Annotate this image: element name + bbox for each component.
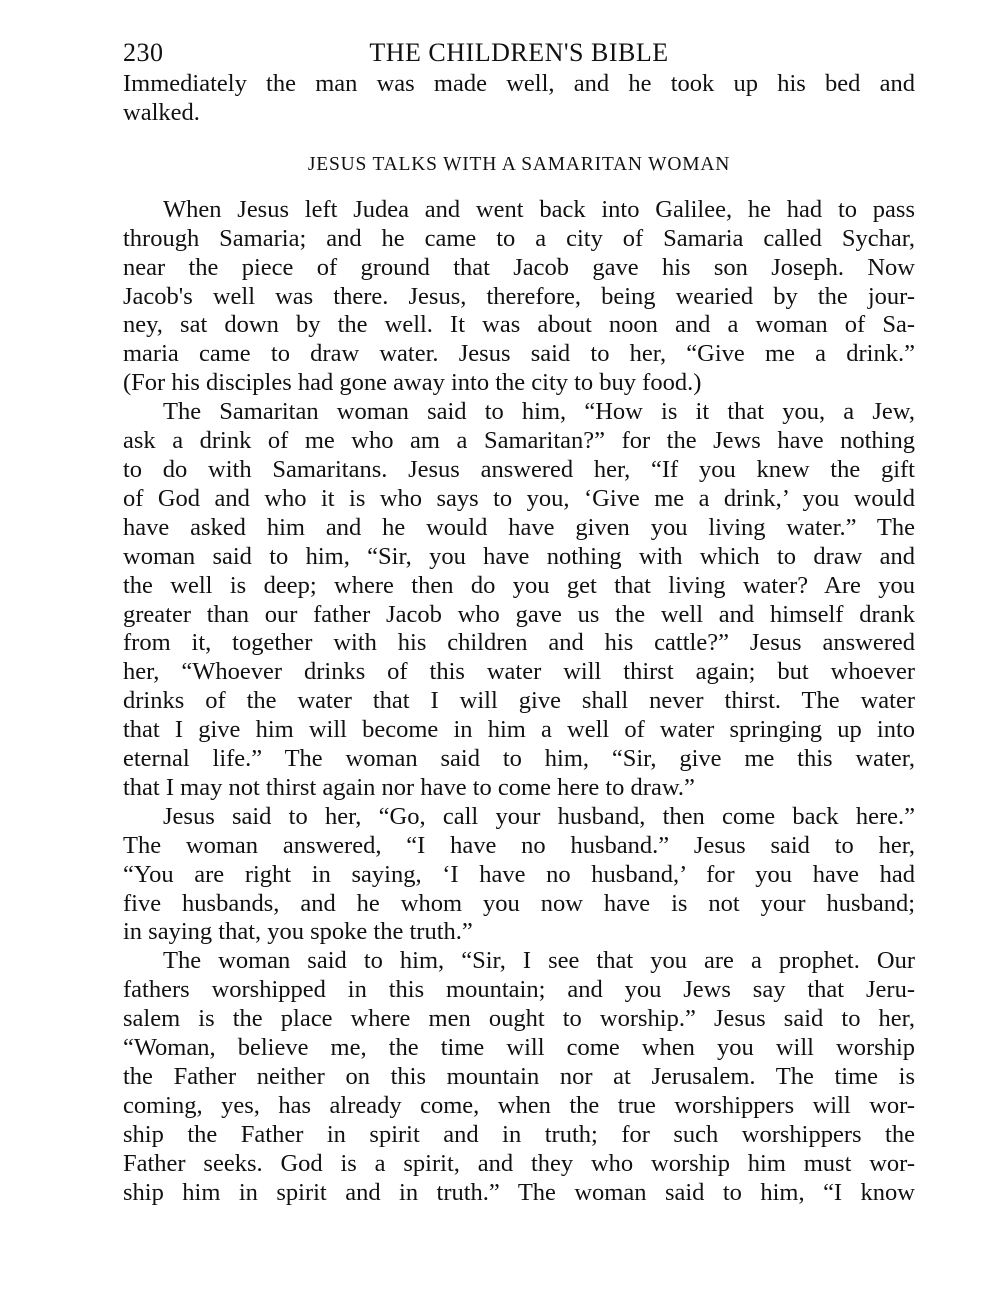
text-line: The Samaritan woman said to him, “How is it that you, a Jew, xyxy=(163,398,915,426)
text-line: that I may not thirst again nor have to come here to draw.” xyxy=(123,773,695,801)
text-line: from it, together with his children and his cattle?” Jesus answered xyxy=(123,629,915,657)
text-line: Immediately the man was made well, and he took up his bed and xyxy=(123,70,915,97)
book-page xyxy=(123,30,915,1208)
paragraph-3 xyxy=(123,803,915,948)
text-line: walked. xyxy=(123,98,200,126)
page-number: 230 xyxy=(123,38,164,67)
text-line: Father seeks. God is a spirit, and they who worship him must wor- xyxy=(123,1149,915,1177)
text-line: woman said to him, “Sir, you have nothing with which to draw and xyxy=(123,542,915,570)
text-line: maria came to draw water. Jesus said to her, “Give me a drink.” xyxy=(123,340,915,368)
text-line: near the piece of ground that Jacob gave his son Joseph. Now xyxy=(123,253,915,281)
text-line: Jesus said to her, “Go, call your husband, then come back here.” xyxy=(163,802,915,830)
paragraph-2 xyxy=(123,398,915,803)
text-line: ship the Father in spirit and in truth; for such worshippers the xyxy=(123,1120,915,1148)
text-line: salem is the place where men ought to worship.” Jesus said to her, xyxy=(123,1005,915,1033)
text-line: “Woman, believe me, the time will come when you will worship xyxy=(123,1034,915,1062)
text-line: through Samaria; and he came to a city of Samaria called Sychar, xyxy=(123,224,915,252)
text-line: ask a drink of me who am a Samaritan?” for the Jews have nothing xyxy=(123,427,915,455)
text-line: of God and who it is who says to you, ‘Give me a drink,’ you would xyxy=(123,484,915,512)
text-line: the well is deep; where then do you get that living water? Are you xyxy=(123,571,915,599)
text-line: (For his disciples had gone away into the city to buy food.) xyxy=(123,369,702,397)
text-line: greater than our father Jacob who gave us the well and himself drank xyxy=(123,600,915,628)
text-line: Jacob's well was there. Jesus, therefore, being wearied by the jour- xyxy=(123,282,915,310)
text-line: When Jesus left Judea and went back into Galilee, he had to pass xyxy=(163,195,915,223)
text-line: The woman answered, “I have no husband.” Jesus said to her, xyxy=(123,831,915,859)
paragraph-1 xyxy=(123,196,915,398)
text-line: ney, sat down by the well. It was about noon and a woman of Sa- xyxy=(123,311,915,339)
paragraph-4 xyxy=(123,947,915,1207)
running-head xyxy=(123,30,915,70)
text-line: coming, yes, has already come, when the true worshippers will wor- xyxy=(123,1091,915,1119)
text-line: in saying that, you spoke the truth.” xyxy=(123,918,473,946)
text-line: “You are right in saying, ‘I have no husband,’ for you have had xyxy=(123,860,915,888)
opening-text xyxy=(123,70,915,128)
text-line: that I give him will become in him a well of water springing up into xyxy=(123,716,915,744)
text-line: fathers worshipped in this mountain; and you Jews say that Jeru- xyxy=(123,976,915,1004)
text-line: ship him in spirit and in truth.” The woman said to him, “I know xyxy=(123,1178,915,1206)
text-line: the Father neither on this mountain nor at Jerusalem. The time is xyxy=(123,1063,915,1090)
text-line: her, “Whoever drinks of this water will thirst again; but whoever xyxy=(123,658,915,686)
text-line: eternal life.” The woman said to him, “Sir, give me this water, xyxy=(123,745,915,773)
text-line: to do with Samaritans. Jesus answered her, “If you knew the gift xyxy=(123,455,915,483)
text-line: The woman said to him, “Sir, I see that you are a prophet. Our xyxy=(163,947,915,975)
text-line: drinks of the water that I will give shall never thirst. The water xyxy=(123,687,915,715)
section-heading: JESUS TALKS WITH A SAMARITAN WOMAN xyxy=(307,153,731,175)
book-title: THE CHILDREN'S BIBLE xyxy=(369,38,669,67)
text-line: five husbands, and he whom you now have is not your husband; xyxy=(123,889,915,917)
text-line: have asked him and he would have given you living water.” The xyxy=(123,513,915,541)
